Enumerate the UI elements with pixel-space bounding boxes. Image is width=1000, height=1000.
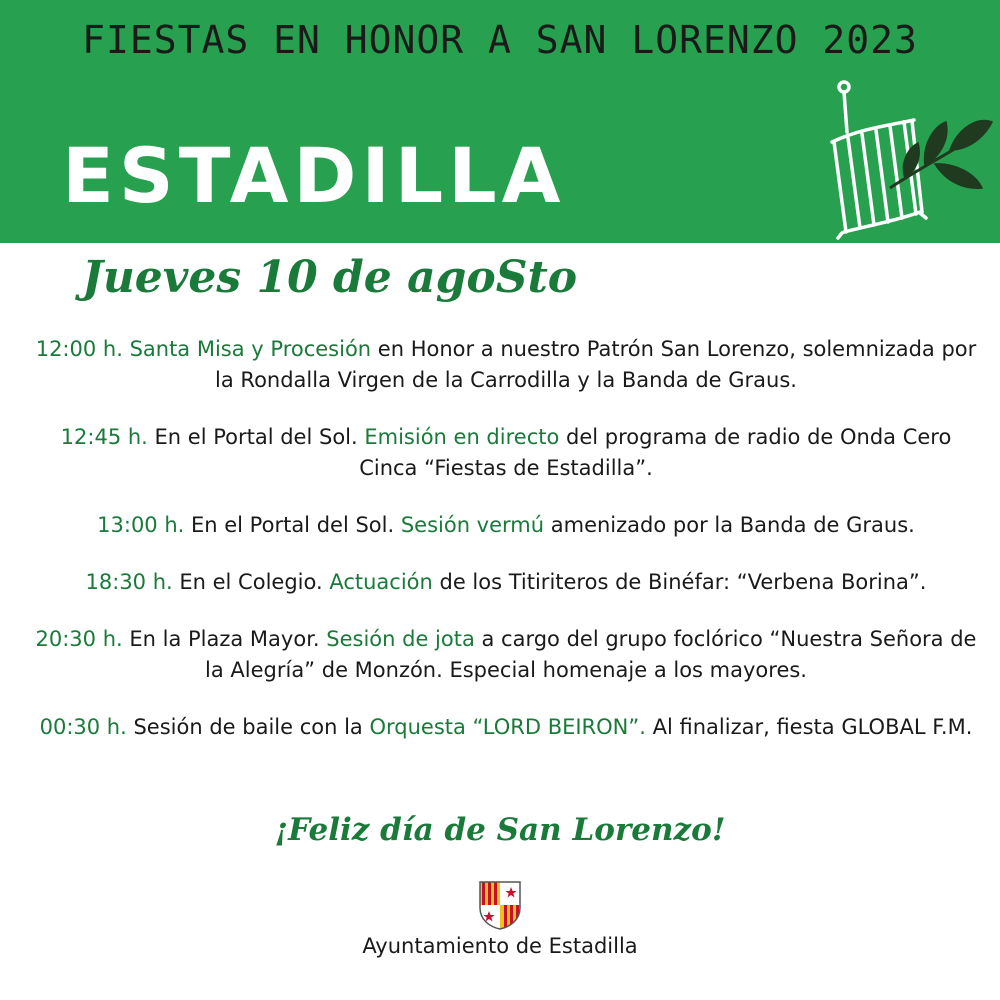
event-text: del programa de radio de Onda Cero Cinca “Fiestas de Estadilla”. (359, 425, 952, 480)
event-text: Sesión de baile con la (126, 715, 370, 739)
town-name: ESTADILLA (62, 131, 566, 220)
event-highlight: Santa Misa y Procesión (122, 337, 372, 361)
closing-greeting: ¡Feliz día de San Lorenzo! (274, 812, 726, 848)
event-highlight: Emisión en directo (364, 425, 560, 449)
laurel-leaves-icon (880, 108, 995, 203)
header-title: FIESTAS EN HONOR A SAN LORENZO 2023 (82, 18, 918, 62)
event-time: 00:30 h. (39, 715, 127, 739)
coat-of-arms-icon (478, 880, 522, 930)
event-item (30, 712, 982, 743)
event-highlight: Sesión vermú (400, 513, 545, 537)
event-time: 20:30 h. (35, 627, 123, 651)
event-text: En el Colegio. (172, 570, 330, 594)
event-highlight: Actuación (329, 570, 433, 594)
event-item (30, 624, 982, 686)
event-time: 12:00 h. (35, 337, 123, 361)
event-item (30, 334, 982, 396)
event-item (30, 422, 982, 484)
header-banner (0, 0, 1000, 243)
event-text: En el Portal del Sol. (184, 513, 401, 537)
day-title: Jueves 10 de agoSto (82, 252, 578, 303)
event-text: Al finalizar, fiesta GLOBAL F.M. (645, 715, 973, 739)
event-text: amenizado por la Banda de Graus. (544, 513, 915, 537)
event-item (30, 567, 982, 598)
event-text: de los Titiriteros de Binéfar: “Verbena Borina”. (432, 570, 927, 594)
event-item (30, 510, 982, 541)
event-text: En la Plaza Mayor. (122, 627, 327, 651)
footer-organizer: Ayuntamiento de Estadilla (362, 934, 638, 958)
event-list (30, 334, 982, 769)
event-text: en Honor a nuestro Patrón San Lorenzo, solemnizada por la Rondalla Virgen de la Carrodilla y la Banda de Graus. (215, 337, 977, 392)
event-text: a cargo del grupo foclórico “Nuestra Señora de la Alegría” de Monzón. Especial homenaje a los mayores. (205, 627, 977, 682)
event-highlight: Orquesta “LORD BEIRON”. (369, 715, 646, 739)
event-time: 18:30 h. (85, 570, 173, 594)
event-time: 13:00 h. (97, 513, 185, 537)
event-highlight: Sesión de jota (326, 627, 475, 651)
event-text: En el Portal del Sol. (147, 425, 365, 449)
event-time: 12:45 h. (60, 425, 148, 449)
